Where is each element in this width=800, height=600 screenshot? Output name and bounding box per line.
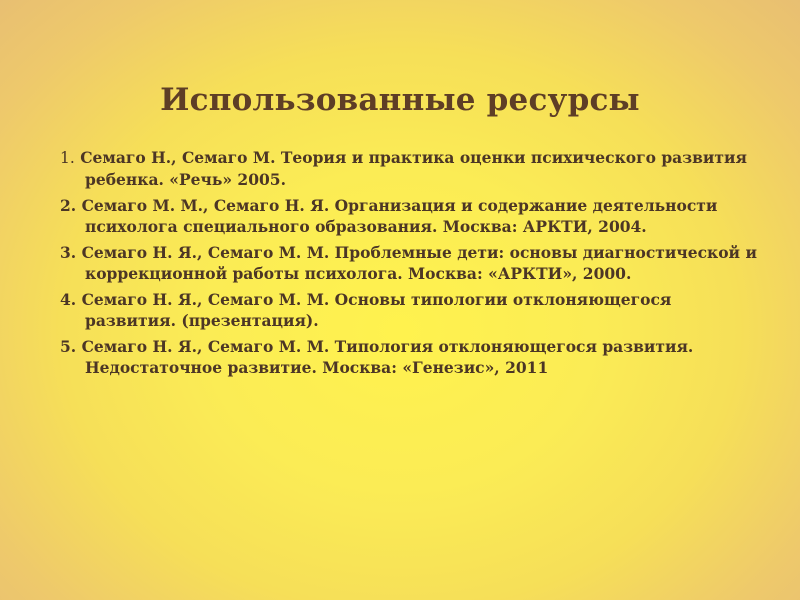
slide-title: Использованные ресурсы <box>160 82 640 118</box>
reference-text: Семаго Н. Я., Семаго М. М. Типология отклоняющегося развития. <box>81 337 694 356</box>
reference-number: 4. <box>60 290 77 309</box>
reference-line-1 <box>60 242 760 263</box>
reference-line-1 <box>60 289 760 310</box>
reference-text: Семаго Н., Семаго М. Теория и практика оценки психического развития <box>80 148 747 167</box>
reference-continuation: коррекционной работы психолога. Москва: «АРКТИ», 2000. <box>85 264 632 283</box>
reference-text: Семаго Н. Я., Семаго М. М. Проблемные дети: основы диагностической и <box>81 243 757 262</box>
reference-continuation: ребенка. «Речь» 2005. <box>85 170 286 189</box>
reference-number: 2. <box>60 196 77 215</box>
reference-item-4 <box>60 289 760 331</box>
reference-text: Семаго Н. Я., Семаго М. М. Основы типологии отклоняющегося <box>81 290 672 309</box>
reference-continuation: развития. (презентация). <box>85 311 319 330</box>
reference-line-1 <box>60 336 760 357</box>
reference-item-3 <box>60 242 760 284</box>
reference-list <box>60 147 760 383</box>
reference-continuation: Недостаточное развитие. Москва: «Генезис», 2011 <box>85 358 549 377</box>
reference-continuation: психолога специального образования. Москва: АРКТИ, 2004. <box>85 217 647 236</box>
reference-number: 5. <box>60 337 77 356</box>
reference-number: 3. <box>60 243 77 262</box>
reference-item-1 <box>60 147 760 190</box>
reference-item-5 <box>60 336 760 378</box>
reference-item-2 <box>60 195 760 237</box>
reference-text: Семаго М. М., Семаго Н. Я. Организация и содержание деятельности <box>81 196 718 215</box>
reference-line-1 <box>60 147 760 169</box>
reference-line-1 <box>60 195 760 216</box>
reference-number: 1. <box>60 149 75 167</box>
